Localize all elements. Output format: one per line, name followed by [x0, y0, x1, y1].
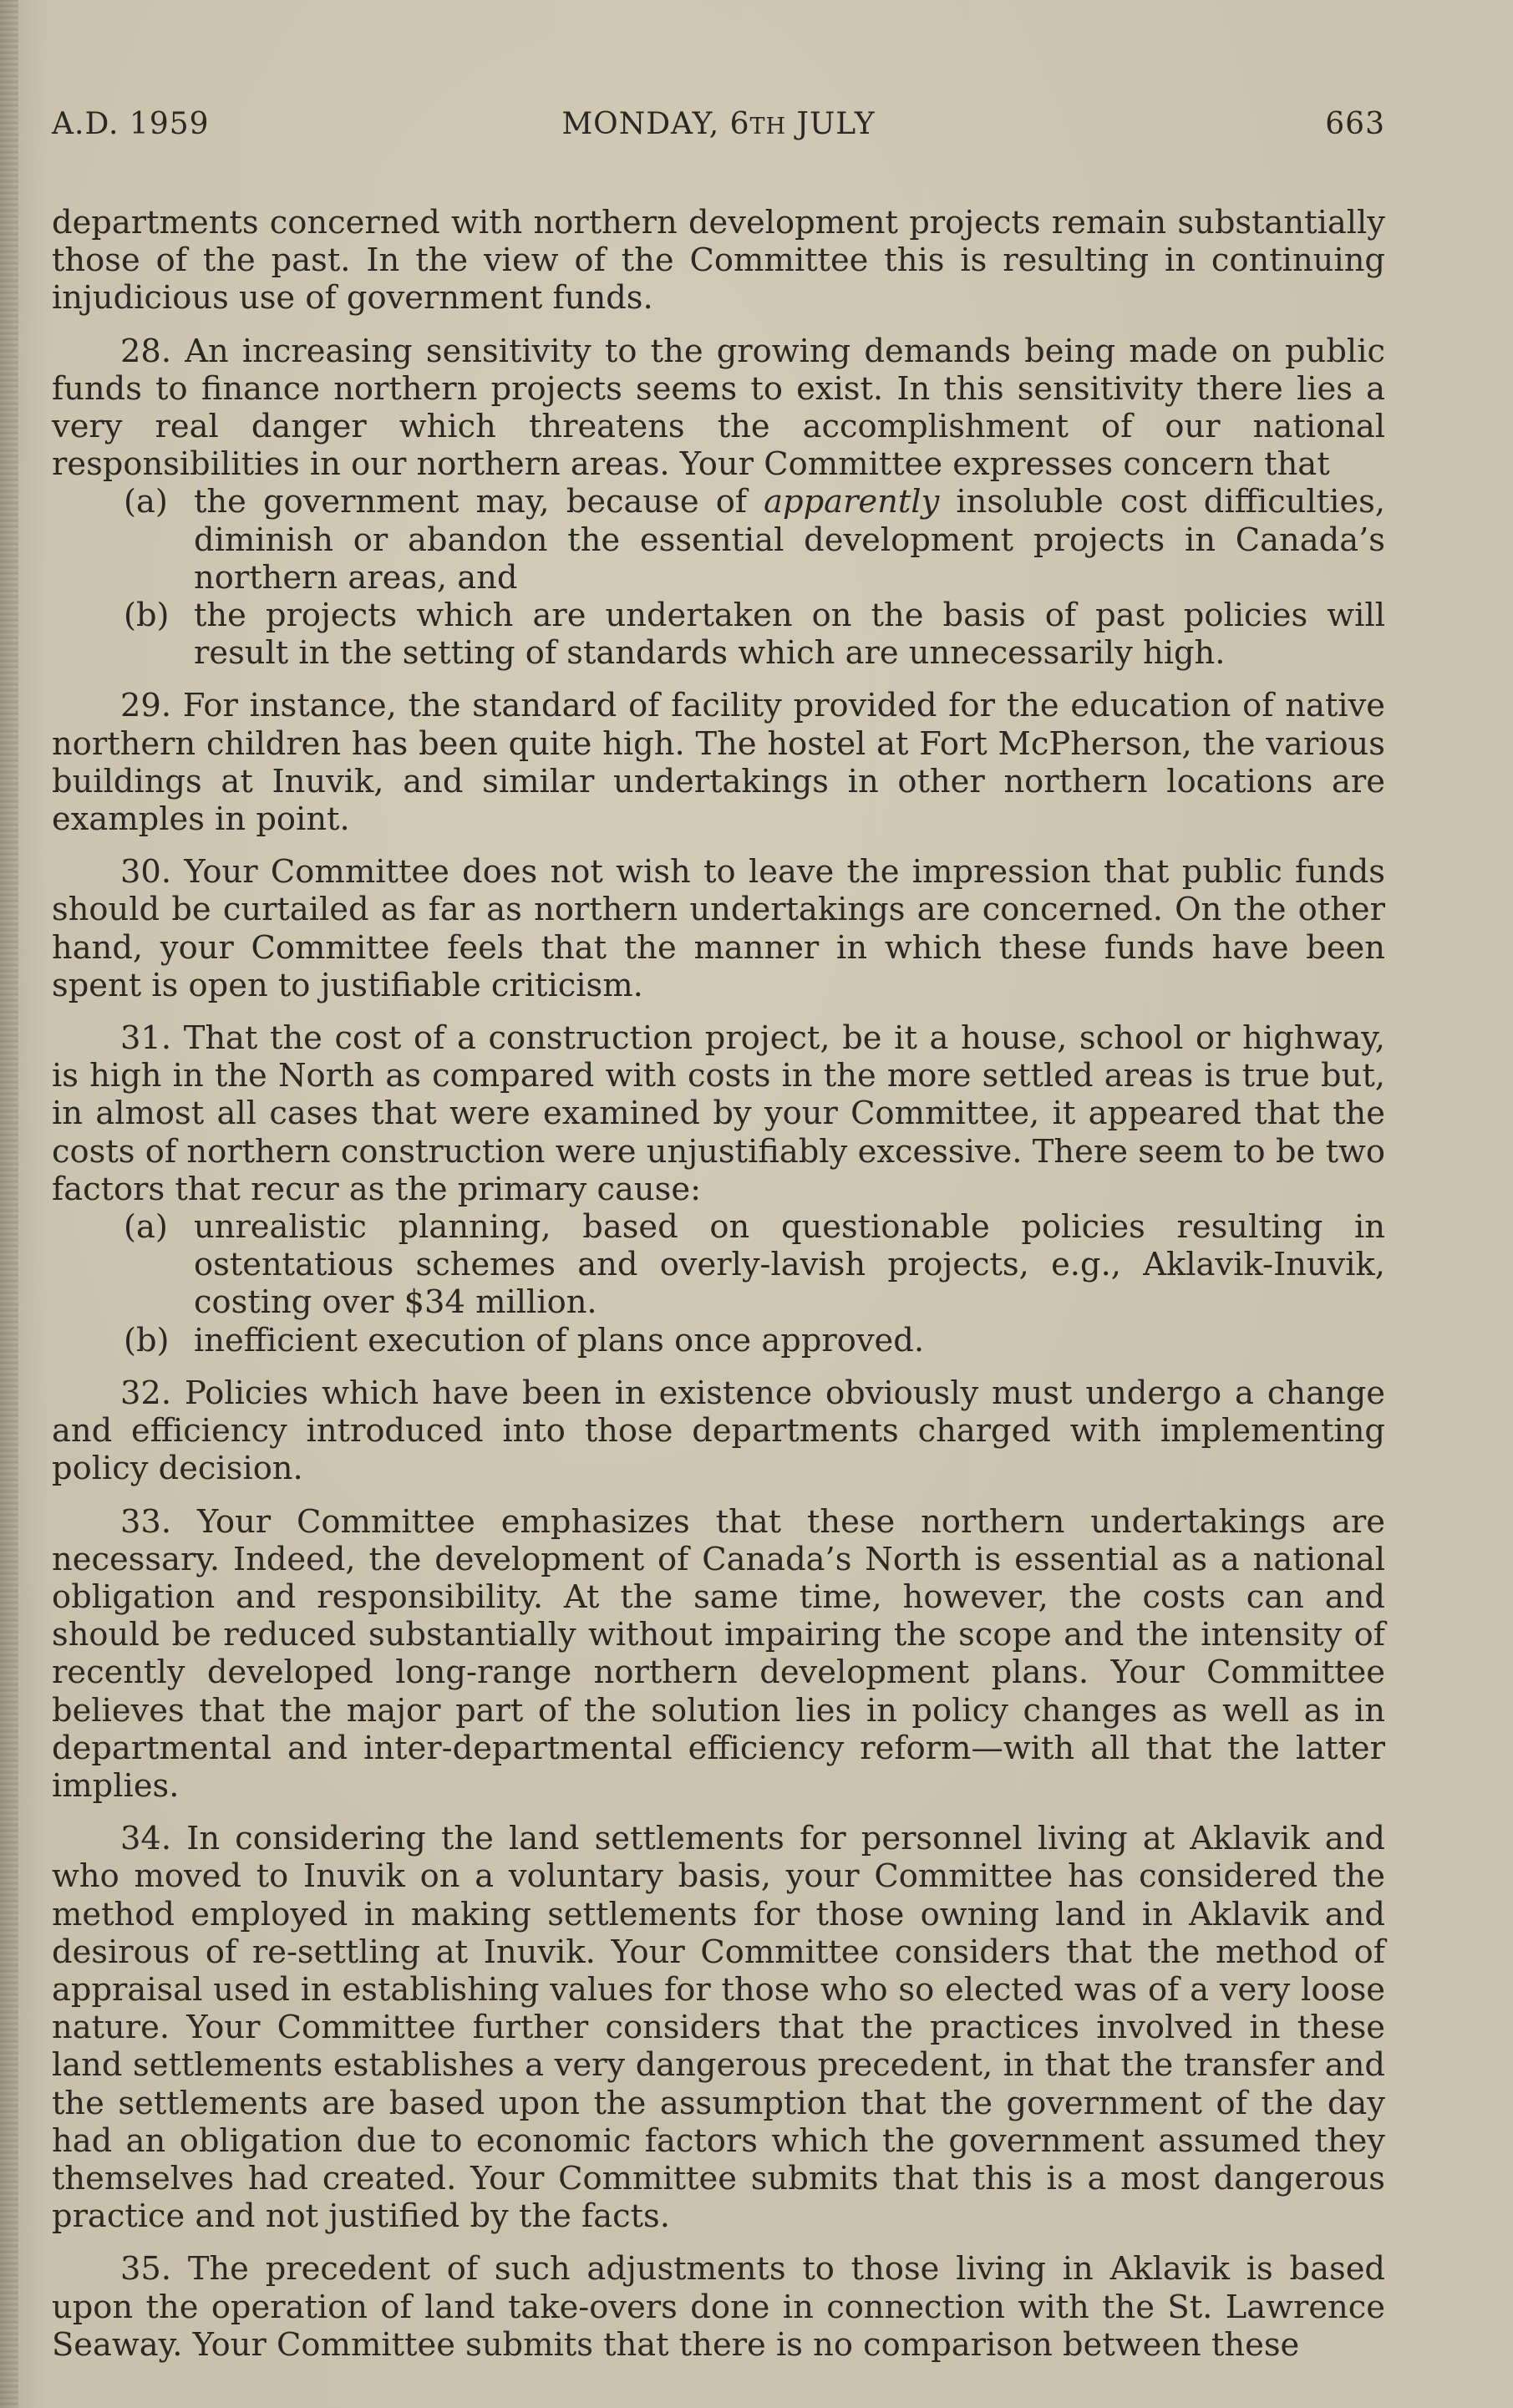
item-label: (a) — [124, 483, 168, 521]
header-year: A.D. 1959 — [52, 107, 210, 141]
paragraph-33: 33. Your Committee emphasizes that these northern undertakings are necessary. Indeed, the development of Canada’s North is essential as a national obligation and responsibility. At the same time, however, the costs can and should be reduced substantially without impairing the scope and the intensity of recently developed long-range northern development plans. Your Committee believes that the major part of the solution lies in policy changes as well as in departmental and inter-departmental efficiency reform—with all that the latter implies. — [52, 1502, 1385, 1805]
paragraph-34: 34. In considering the land settlements for personnel living at Aklavik and who moved to Inuvik on a voluntary basis, your Committee has considered the method employed in making settlements for those owning land in Aklavik and desirous of re-settling at Inuvik. Your Committee considers that the method of appraisal used in establishing values for those who so elected was of a very loose nature. Your Committee further considers that the practices involved in these land settlements establishes a very dangerous precedent, in that the transfer and the settlements are based upon the assumption that the government of the day had an obligation due to economic factors which the government assumed they themselves had created. Your Committee submits that this is a most dangerous practice and not justified by the facts. — [52, 1820, 1385, 2236]
item-text: inefficient execution of plans once approved. — [194, 1321, 925, 1359]
paragraph-32: 32. Policies which have been in existence obviously must undergo a change and efficiency introduced into those departments charged with implementing policy decision. — [52, 1374, 1385, 1488]
paragraph-28: 28. An increasing sensitivity to the growing demands being made on public funds to finance northern projects seems to exist. In this sensitivity there lies a very real danger which threatens the accomplishment of our national responsibilities in our northern areas. Your Committee expresses concern that — [52, 332, 1385, 484]
item-text: the projects which are undertaken on the basis of past policies will result in the setting of standards which are unnecessarily high. — [194, 597, 1385, 673]
header-date — [52, 107, 1385, 141]
emphasis-apparently: apparently — [764, 483, 940, 521]
item-label: (b) — [124, 1321, 170, 1359]
paragraph-27-continued: departments concerned with northern development projects remain substantially those of the past. In the view of the Committee this is resulting in continuing injudicious use of government funds. — [52, 204, 1385, 318]
paragraph-31: 31. That the cost of a construction project, be it a house, school or highway, is high in the North as compared with costs in the more settled areas is true but, in almost all cases that were examined by your Committee, it appeared that the costs of northern construction were unjustifiably excessive. There seem to be two factors that recur as the primary cause: — [52, 1019, 1385, 1208]
paragraph-28-item-b — [52, 597, 1385, 672]
paragraph-29: 29. For instance, the standard of facility provided for the education of native northern children has been quite high. The hostel at Fort McPherson, the various buildings at Inuvik, and similar undertakings in other northern locations are examples in point. — [52, 687, 1385, 839]
header-date-month: JULY — [786, 107, 876, 141]
paragraph-31-item-b — [52, 1322, 1385, 1359]
item-text: the government may, because of apparently insoluble cost difficulties, diminish or abandon the essential development projects in Canada’s northern areas, and — [194, 483, 1385, 597]
item-label: (a) — [124, 1208, 168, 1247]
paragraph-35: 35. The precedent of such adjustments to those living in Aklavik is based upon the operation of land take-overs done in connection with the St. Lawrence Seaway. Your Committee submits that there is no comparison between these — [52, 2250, 1385, 2364]
header-date-day: MONDAY, 6 — [561, 107, 750, 141]
item-text: unrealistic planning, based on questionable policies resulting in ostentatious schemes and overly-lavish projects, e.g., Aklavik-Inuvik, costing over $34 million. — [194, 1208, 1385, 1322]
paragraph-31-item-a — [52, 1208, 1385, 1322]
body-text — [52, 204, 1385, 2379]
page-binding-edge — [0, 0, 18, 2408]
running-header — [52, 107, 1385, 149]
item-label: (b) — [124, 597, 170, 635]
page-number: 663 — [1325, 107, 1385, 141]
paragraph-28-item-a — [52, 483, 1385, 597]
paragraph-30: 30. Your Committee does not wish to leave the impression that public funds should be curtailed as far as northern undertakings are concerned. On the other hand, your Committee feels that the manner in which these funds have been spent is open to justifiable criticism. — [52, 853, 1385, 1004]
header-date-suffix: TH — [749, 114, 787, 140]
